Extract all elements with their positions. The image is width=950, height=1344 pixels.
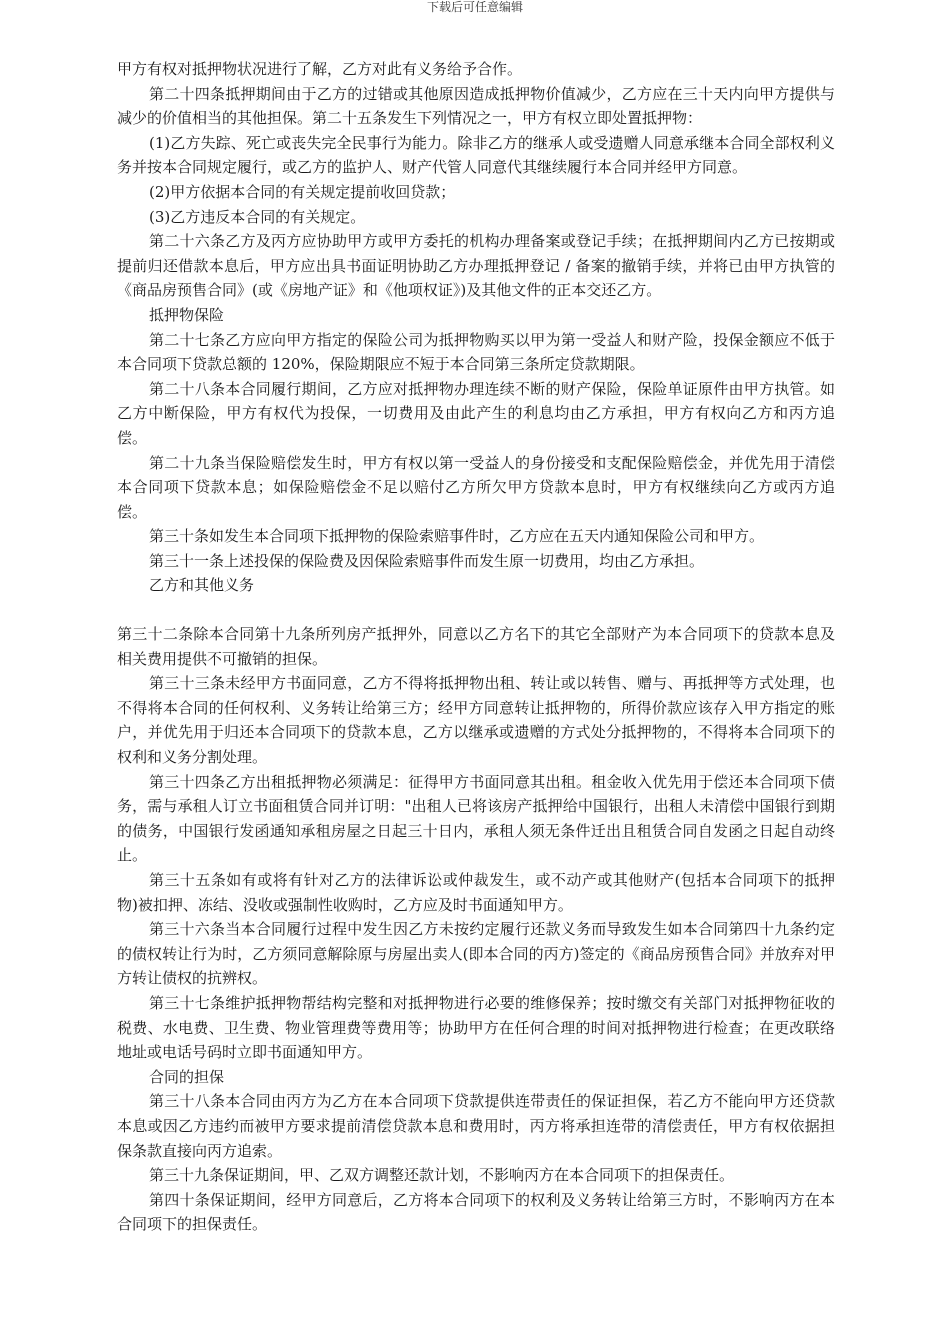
paragraph: 第三十四条乙方出租抵押物必须满足：征得甲方书面同意其出租。租金收入优先用于偿还本合同项下债务，需与承租人订立书面租赁合同并订明："出租人已将该房产抵押给中国银行，出租人未清偿中国银行到期的债务，中国银行发函通知承租房屋之日起三十日内，承租人须无条件迁出且租赁合同自发函之日起自动终止。: [117, 772, 835, 865]
paragraph: 第三十三条未经甲方书面同意，乙方不得将抵押物出租、转让或以转售、赠与、再抵押等方式处理，也不得将本合同的任何权利、义务转让给第三方；经甲方同意转让抵押物的，所得价款应该存入甲方指定的账户，并优先用于归还本合同项下的贷款本息，乙方以继承或遗赠的方式处分抵押物的，不得将本合同项下的权利和义务分割处理。: [117, 674, 835, 767]
paragraph: 第四十条保证期间，经甲方同意后，乙方将本合同项下的权利及义务转让给第三方时，不影响丙方在本合同项下的担保责任。: [117, 1190, 835, 1234]
paragraph: 第二十七条乙方应向甲方指定的保险公司为抵押物购买以甲为第一受益人和财产险，投保金额应不低于本合同项下贷款总额的 120%，保险期限应不短于本合同第三条所定贷款期限。: [117, 330, 835, 374]
paragraph: 第二十四条抵押期间由于乙方的过错或其他原因造成抵押物价值减少，乙方应在三十天内向甲方提供与减少的价值相当的其他担保。第二十五条发生下列情况之一，甲方有权立即处置抵押物：: [117, 84, 835, 128]
paragraph: 第三十九条保证期间，甲、乙双方调整还款计划，不影响丙方在本合同项下的担保责任。: [149, 1166, 735, 1185]
paragraph: 第三十六条当本合同履行过程中发生因乙方未按约定履行还款义务而导致发生如本合同第四十九条约定的债权转让行为时，乙方须同意解除原与房屋出卖人(即本合同的丙方)签定的《商品房预售合同》并放弃对甲方转让债权的抗辨权。: [117, 920, 835, 988]
paragraph: (3)乙方违反本合同的有关规定。: [149, 207, 366, 226]
document-body: [117, 57, 835, 1237]
page-header: 下载后可任意编辑: [426, 0, 523, 14]
paragraph: 第三十八条本合同由丙方为乙方在本合同项下贷款提供连带责任的保证担保，若乙方不能向甲方还贷款本息或因乙方违约而被甲方要求提前清偿贷款本息和费用时，丙方将承担连带的清偿责任，甲方有权依据担保条款直接向丙方追索。: [117, 1092, 835, 1160]
paragraph: 合同的担保: [149, 1067, 225, 1086]
paragraph: 第三十条如发生本合同项下抵押物的保险索赔事件时，乙方应在五天内通知保险公司和甲方。: [149, 527, 765, 546]
paragraph: (1)乙方失踪、死亡或丧失完全民事行为能力。除非乙方的继承人或受遗赠人同意承继本合同全部权利义务并按本合同规定履行，或乙方的监护人、财产代管人同意代其继续履行本合同并经甲方同意。: [117, 133, 835, 177]
paragraph: 抵押物保险: [149, 305, 225, 324]
paragraph: 第二十六条乙方及丙方应协助甲方或甲方委托的机构办理备案或登记手续；在抵押期间内乙方已按期或提前归还借款本息后，甲方应出具书面证明协助乙方办理抵押登记 / 备案的撤销手续，并将已由甲方执管的《商品房预售合同》(或《房地产证》和《他项权证》)及其他文件的正本交还乙方。: [117, 232, 835, 300]
paragraph: 乙方和其他义务: [149, 576, 255, 595]
paragraph: 第三十七条维护抵押物帮结构完整和对抵押物进行必要的维修保养；按时缴交有关部门对抵押物征收的税费、水电费、卫生费、物业管理费等费用等；协助甲方在任何合理的时间对抵押物进行检查；在更改联络地址或电话号码时立即书面通知甲方。: [117, 993, 835, 1062]
paragraph-gap: [117, 598, 835, 622]
paragraph: 甲方有权对抵押物状况进行了解，乙方对此有义务给予合作。: [117, 60, 523, 78]
paragraph: 第三十二条除本合同第十九条所列房产抵押外，同意以乙方名下的其它全部财产为本合同项下的贷款本息及相关费用提供不可撤销的担保。: [117, 625, 835, 668]
paragraph: (2)甲方依据本合同的有关规定提前收回贷款；: [149, 182, 456, 201]
paragraph: 第三十一条上述投保的保险费及因保险索赔事件而发生原一切费用，均由乙方承担。: [149, 551, 705, 570]
paragraph: 第二十八条本合同履行期间，乙方应对抵押物办理连续不断的财产保险，保险单证原件由甲方执管。如乙方中断保险，甲方有权代为投保，一切费用及由此产生的利息均由乙方承担，甲方有权向乙方和丙方追偿。: [117, 379, 835, 447]
paragraph: 第三十五条如有或将有针对乙方的法律诉讼或仲裁发生，或不动产或其他财产(包括本合同项下的抵押物)被扣押、冻结、没收或强制性收购时，乙方应及时书面通知甲方。: [117, 871, 835, 914]
paragraph: 第二十九条当保险赔偿发生时，甲方有权以第一受益人的身份接受和支配保险赔偿金，并优先用于清偿本合同项下贷款本息；如保险赔偿金不足以赔付乙方所欠甲方贷款本息时，甲方有权继续向乙方或丙方追偿。: [117, 453, 835, 521]
